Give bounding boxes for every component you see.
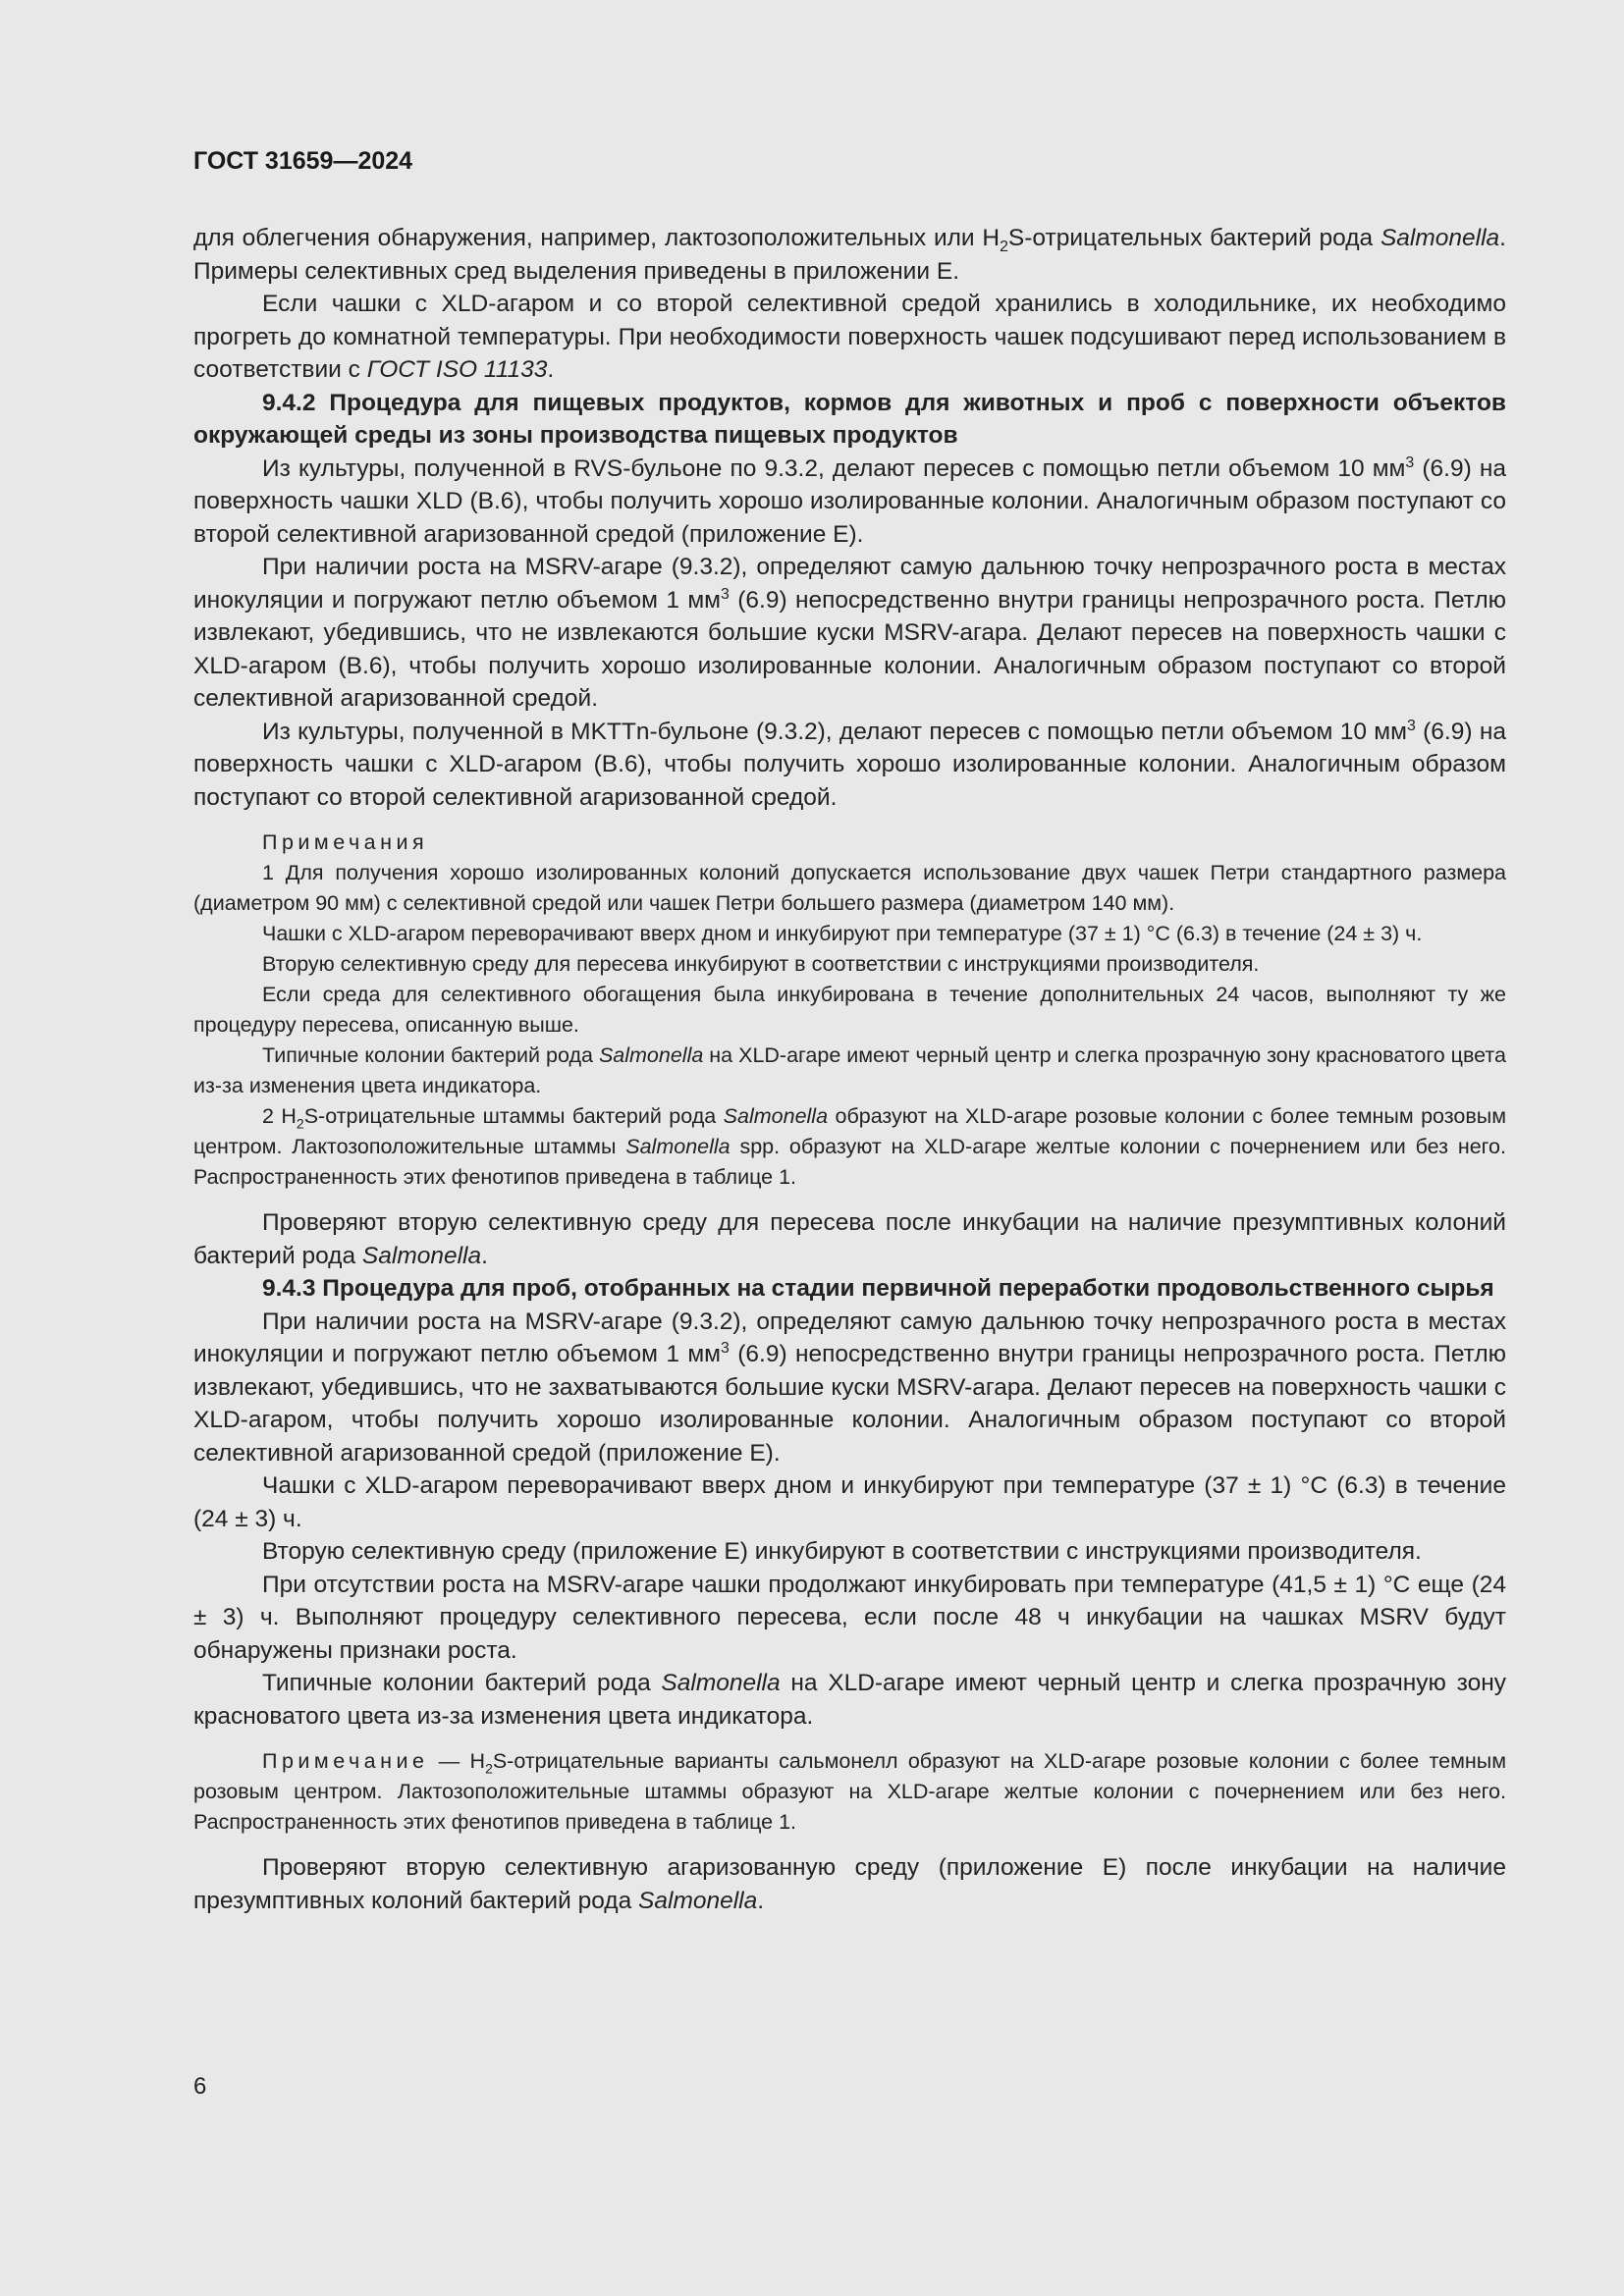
note-item: 2 $H_2S$-отрицательные штаммы бактерий рода Salmonella образуют на XLD-агаре розовые колонии с более темным розовым центром. Лактозоположительные штаммы Salmonella spp. образуют на XLD-агаре желтые колонии с почернением или без него. Распространенность этих фенотипов приведена в таблице 1.	[193, 1104, 1507, 1189]
paragraph: Из культуры, полученной в MKTTn-бульоне (9.3.2), делают пересев с помощью петли объемом 10 $мм^3$ (6.9) на поверхность чашки с XLD-агаром (В.6), чтобы получить хорошо изолированные колонии. Аналогичным образом поступают со второй селективной агаризованной средой.	[193, 717, 1506, 811]
paragraph: для облегчения обнаружения, например, лактозоположительных или $H_2S$-отрицательных бактерий рода Salmonella. Примеры селективных сред выделения приведены в приложении Е.	[193, 225, 1506, 285]
note-block	[193, 1746, 1506, 1838]
note-item: Чашки с XLD-агаром переворачивают вверх дном и инкубируют при температуре (37 ± 1) °С (6.3) в течение (24 ± 3) ч.	[262, 922, 1423, 945]
paragraph: Проверяют вторую селективную среду для пересева после инкубации на наличие презумптивных колоний бактерий рода Salmonella.	[193, 1209, 1506, 1269]
document-header: ГОСТ 31659—2024	[193, 147, 413, 175]
paragraph: Из культуры, полученной в RVS-бульоне по 9.3.2, делают пересев с помощью петли объемом 10 $мм^3$ (6.9) на поверхность чашки XLD (В.6), чтобы получить хорошо изолированные колонии. Аналогичным образом поступают со второй селективной агаризованной средой (приложение Е).	[193, 454, 1506, 548]
section-heading-9-4-3: 9.4.3 Процедура для проб, отобранных на стадии первичной переработки продовольственного сырья	[262, 1275, 1494, 1302]
paragraph: Если чашки с XLD-агаром и со второй селективной средой хранились в холодильнике, их необходимо прогреть до комнатной температуры. При необходимости поверхность чашек подсушивают перед использованием в соответствии с ГОСТ ISO 11133.	[193, 291, 1506, 383]
note-title: Примечание	[262, 1749, 429, 1773]
paragraph: Типичные колонии бактерий рода Salmonella на XLD-агаре имеют черный центр и слегка прозрачную зону красноватого цвета из-за изменения цвета индикатора.	[193, 1670, 1506, 1730]
note-item: 1 Для получения хорошо изолированных колоний допускается использование двух чашек Петри стандартного размера (диаметром 90 мм) с селективной средой или чашек Петри большего размера (диаметром 140 мм).	[193, 861, 1506, 915]
note-item: Примечание — $H_2S$-отрицательные варианты сальмонелл образуют на XLD-агаре розовые колонии с более темным розовым центром. Лактозоположительные штаммы образуют на XLD-агаре желтые колонии с почернением или без него. Распространенность этих фенотипов приведена в таблице 1.	[193, 1749, 1506, 1834]
notes-title: Примечания	[262, 830, 429, 854]
paragraph: При наличии роста на MSRV-агаре (9.3.2), определяют самую дальнюю точку непрозрачного роста в местах инокуляции и погружают петлю объемом 1 $мм^3$ (6.9) непосредственно внутри границы непрозрачного роста. Петлю извлекают, убедившись, что не захватываются большие куски MSRV-агара. Делают пересев на поверхность чашки с XLD-агаром, чтобы получить хорошо изолированные колонии. Аналогичным образом поступают со второй селективной агаризованной средой (приложение Е).	[193, 1308, 1506, 1467]
notes-block	[193, 828, 1506, 1193]
paragraph: Чашки с XLD-агаром переворачивают вверх дном и инкубируют при температуре (37 ± 1) °С (6.3) в течение (24 ± 3) ч.	[193, 1472, 1506, 1532]
note-item: Если среда для селективного обогащения была инкубирована в течение дополнительных 24 часов, выполняют ту же процедуру пересева, описанную выше.	[193, 983, 1506, 1037]
note-item: Типичные колонии бактерий рода Salmonella на XLD-агаре имеют черный центр и слегка прозрачную зону красноватого цвета из-за изменения цвета индикатора.	[193, 1043, 1506, 1097]
page-number: 6	[193, 2073, 207, 2100]
paragraph: При отсутствии роста на MSRV-агаре чашки продолжают инкубировать при температуре (41,5 ± 1) °С еще (24 ± 3) ч. Выполняют процедуру селективного пересева, если после 48 ч инкубации на чашках MSRV будут обнаружены признаки роста.	[193, 1571, 1506, 1664]
paragraph: При наличии роста на MSRV-агаре (9.3.2), определяют самую дальнюю точку непрозрачного роста в местах инокуляции и погружают петлю объемом 1 $мм^3$ (6.9) непосредственно внутри границы непрозрачного роста. Петлю извлекают, убедившись, что не извлекаются большие куски MSRV-агара. Делают пересев на поверхность чашки с XLD-агаром (В.6), чтобы получить хорошо изолированные колонии. Аналогичным образом поступают со второй селективной агаризованной средой.	[193, 554, 1506, 712]
paragraph: Вторую селективную среду (приложение Е) инкубируют в соответствии с инструкциями производителя.	[262, 1538, 1422, 1565]
page-content	[193, 222, 1506, 1917]
section-heading-9-4-2: 9.4.2 Процедура для пищевых продуктов, кормов для животных и проб с поверхности объектов окружающей среды из зоны производства пищевых продуктов	[193, 389, 1506, 449]
paragraph: Проверяют вторую селективную агаризованную среду (приложение Е) после инкубации на наличие презумптивных колоний бактерий рода Salmonella.	[193, 1854, 1506, 1914]
note-item: Вторую селективную среду для пересева инкубируют в соответствии с инструкциями производителя.	[262, 952, 1260, 976]
